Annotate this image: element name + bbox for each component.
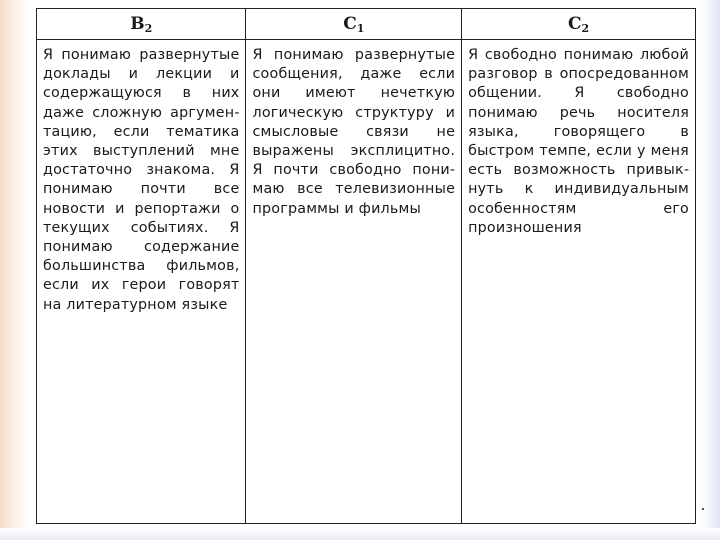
cell-c1-description: Я понимаю развернутые сообщения, даже если они имеют нечеткую логическую структуру и смысловые связи не выражены эксплицитно. Я почти свободно понимаю все телевизионные программы и фильмы xyxy=(246,40,462,524)
header-c2: $C_2$ xyxy=(462,9,696,40)
language-levels-table xyxy=(36,8,696,524)
description-row xyxy=(37,40,696,524)
document-sheet xyxy=(30,0,700,528)
header-b2: $B_2$ xyxy=(37,9,246,40)
header-c1: $C_1$ xyxy=(246,9,462,40)
cell-c2-description: Я свободно понимаю любой разговор в опосредованном общении. Я свободно понимаю речь носителя языка, говорящего в быстром темпе, если у меня есть возможность привыкнуть к индивидуальным особенностям его произношения xyxy=(462,40,696,524)
header-row xyxy=(37,9,696,40)
slide-bottom-band xyxy=(0,528,720,540)
cell-b2-description: Я понимаю развернутые доклады и лекции и содержащуюся в них даже сложную аргументацию, если тематика этих выступлений мне достаточно знакома. Я понимаю почти все новости и репортажи о текущих событиях. Я понимаю содержание большинства фильмов, если их герои говорят на литературном языке xyxy=(37,40,246,524)
scan-speck xyxy=(702,508,704,510)
